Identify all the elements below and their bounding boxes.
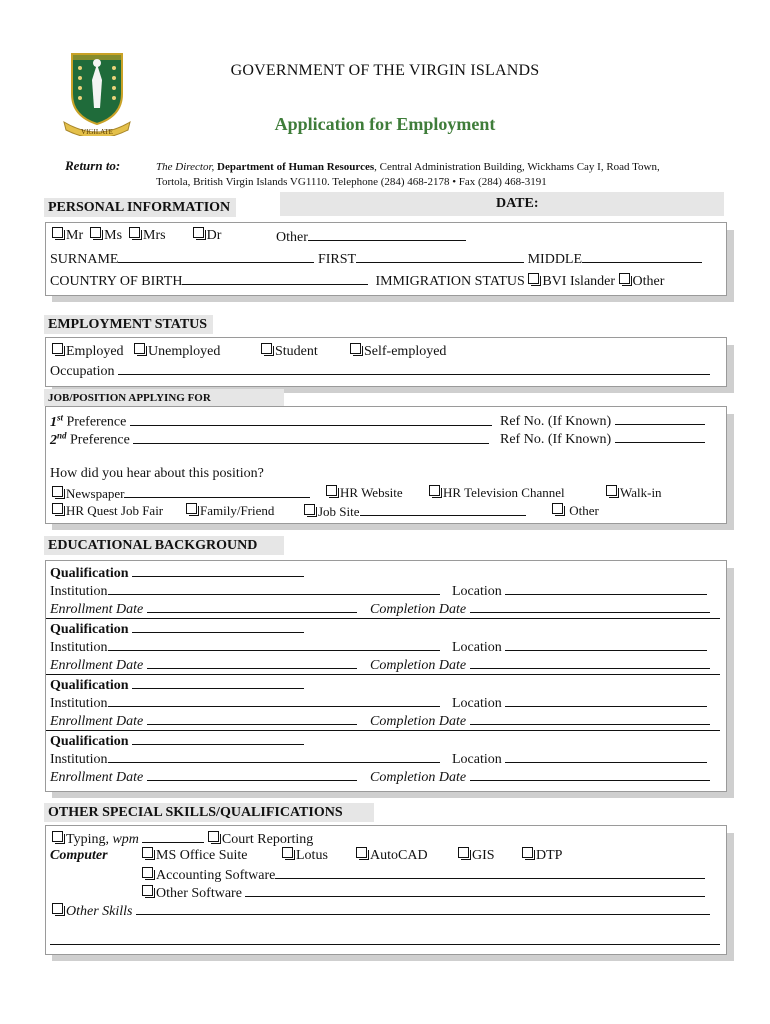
checkbox-icon xyxy=(528,273,539,284)
form-title: Application for Employment xyxy=(274,114,496,134)
occupation-row: Occupation xyxy=(50,362,710,380)
checkbox-icon xyxy=(606,485,617,496)
preference-1-field[interactable] xyxy=(130,413,492,426)
hear-hr-website[interactable]: HR Website xyxy=(326,485,403,501)
other-skills-line-2[interactable] xyxy=(50,944,720,945)
computer-label: Computer xyxy=(50,848,108,863)
date-label: DATE: xyxy=(496,196,539,211)
country-of-birth-field[interactable] xyxy=(182,272,368,285)
computer-dtp[interactable]: DTP xyxy=(522,848,562,864)
education-header: EDUCATIONAL BACKGROUND xyxy=(44,536,284,555)
hear-other[interactable]: Other xyxy=(552,503,599,519)
checkbox-icon xyxy=(52,343,63,354)
hear-newspaper[interactable]: Newspaper xyxy=(52,485,310,502)
accounting-software-field xyxy=(275,866,705,879)
checkbox-icon xyxy=(458,847,469,858)
status-unemployed[interactable]: Unemployed xyxy=(134,344,220,359)
location-field[interactable] xyxy=(505,694,707,707)
title-other-field[interactable]: Other xyxy=(276,228,466,246)
employment-status-header: EMPLOYMENT STATUS xyxy=(44,315,213,334)
skills-header: OTHER SPECIAL SKILLS/QUALIFICATIONS xyxy=(44,803,374,822)
country-row: COUNTRY OF BIRTH IMMIGRATION STATUS BVI Islander Other xyxy=(50,274,665,289)
return-to-label: Return to: xyxy=(65,158,121,173)
institution-field[interactable] xyxy=(108,694,440,707)
checkbox-icon xyxy=(52,486,63,497)
location-field[interactable] xyxy=(505,750,707,763)
name-row: SURNAME FIRST MIDDLE xyxy=(50,250,702,268)
computer-lotus[interactable]: Lotus xyxy=(282,848,328,864)
enrollment-date-field[interactable] xyxy=(147,600,357,613)
job-position-header: JOB/POSITION APPLYING FOR xyxy=(44,389,284,406)
status-self-employed[interactable]: Self-employed xyxy=(350,344,446,360)
checkbox-icon xyxy=(429,485,440,496)
occupation-field[interactable] xyxy=(118,362,710,375)
qualification-field[interactable] xyxy=(132,732,304,745)
enrollment-date-field[interactable] xyxy=(147,712,357,725)
checkbox-icon xyxy=(52,503,63,514)
title-mr[interactable]: Mr xyxy=(52,228,83,243)
return-address: The Director, Department of Human Resources, Central Administration Building, Wickhams Cay I, Road Town, Tortola, British Virgin Islands VG1110. Telephone (284) 468-2178 • Fax (284) 468-3191 xyxy=(156,161,660,188)
checkbox-icon xyxy=(142,885,153,896)
checkbox-icon xyxy=(134,343,145,354)
other-software-field xyxy=(245,884,705,897)
title-mrs[interactable]: Mrs xyxy=(129,228,166,243)
status-student[interactable]: Student xyxy=(261,344,318,360)
qualification-field[interactable] xyxy=(132,620,304,633)
other-software-option[interactable]: Other Software xyxy=(142,884,705,902)
checkbox-icon xyxy=(193,227,204,238)
checkbox-icon xyxy=(129,227,140,238)
completion-date-field[interactable] xyxy=(470,768,710,781)
hear-job-fair[interactable]: HR Quest Job Fair xyxy=(52,503,163,519)
checkbox-icon xyxy=(282,847,293,858)
wpm-field[interactable] xyxy=(142,830,204,843)
checkbox-icon xyxy=(261,343,272,354)
preference-2-row: 2nd Preference xyxy=(50,430,489,449)
accounting-software-option[interactable]: Accounting Software xyxy=(142,866,705,884)
checkbox-icon xyxy=(142,847,153,858)
checkbox-icon xyxy=(356,847,367,858)
qualification-field[interactable] xyxy=(132,676,304,689)
enrollment-date-field[interactable] xyxy=(147,656,357,669)
hear-hr-tv[interactable]: HR Television Channel xyxy=(429,485,565,501)
crest-motto: VIGILATE xyxy=(81,128,113,136)
title-options-row xyxy=(52,228,221,244)
hear-walk-in[interactable]: Walk-in xyxy=(606,485,662,501)
typing-option[interactable]: Typing, wpm xyxy=(52,832,204,847)
title-dr[interactable]: Dr xyxy=(193,228,222,243)
location-field[interactable] xyxy=(505,582,707,595)
ref-no-1: Ref No. (If Known) xyxy=(500,412,705,430)
status-employed[interactable]: Employed xyxy=(52,344,124,359)
computer-gis[interactable]: GIS xyxy=(458,848,495,864)
qualification-field[interactable] xyxy=(132,564,304,577)
checkbox-icon xyxy=(52,227,63,238)
checkbox-icon xyxy=(142,867,153,878)
hear-question: How did you hear about this position? xyxy=(50,466,264,481)
checkbox-icon xyxy=(52,831,63,842)
computer-autocad[interactable]: AutoCAD xyxy=(356,848,428,864)
checkbox-icon xyxy=(186,503,197,514)
enrollment-date-field[interactable] xyxy=(147,768,357,781)
checkbox-icon xyxy=(208,831,219,842)
preference-1-row: 1st Preference xyxy=(50,412,492,431)
first-name-field[interactable] xyxy=(356,250,524,263)
ref-no-2-field[interactable] xyxy=(615,430,705,443)
checkbox-icon xyxy=(326,485,337,496)
typing-row xyxy=(52,830,313,848)
ref-no-1-field[interactable] xyxy=(615,412,705,425)
title-ms[interactable]: Ms xyxy=(90,228,122,243)
location-field[interactable] xyxy=(505,638,707,651)
court-reporting-option[interactable]: Court Reporting xyxy=(208,832,313,847)
completion-date-field[interactable] xyxy=(470,656,710,669)
employment-options-row xyxy=(52,344,220,360)
other-skills-field xyxy=(136,902,710,915)
checkbox-icon xyxy=(350,343,361,354)
hear-job-site[interactable]: Job Site xyxy=(304,503,526,520)
personal-info-header: PERSONAL INFORMATION xyxy=(44,198,236,217)
checkbox-icon xyxy=(552,503,563,514)
institution-field[interactable] xyxy=(108,750,440,763)
government-heading: GOVERNMENT OF THE VIRGIN ISLANDS xyxy=(230,62,540,79)
completion-date-field[interactable] xyxy=(470,712,710,725)
ref-no-2: Ref No. (If Known) xyxy=(500,430,705,448)
checkbox-icon xyxy=(522,847,533,858)
checkbox-icon xyxy=(619,273,630,284)
checkbox-icon xyxy=(52,903,63,914)
immigration-other[interactable]: Other xyxy=(619,274,665,289)
other-skills-option[interactable]: Other Skills xyxy=(52,902,710,920)
checkbox-icon xyxy=(304,504,315,515)
institution-field[interactable] xyxy=(108,638,440,651)
institution-field[interactable] xyxy=(108,582,440,595)
middle-name-field[interactable] xyxy=(582,250,702,263)
computer-ms-office[interactable]: MS Office Suite xyxy=(142,848,248,864)
hear-family[interactable]: Family/Friend xyxy=(186,503,274,519)
immigration-bvi[interactable]: BVI Islander xyxy=(528,274,615,289)
completion-date-field[interactable] xyxy=(470,600,710,613)
preference-2-field[interactable] xyxy=(133,431,489,444)
checkbox-icon xyxy=(90,227,101,238)
surname-field[interactable] xyxy=(118,250,314,263)
